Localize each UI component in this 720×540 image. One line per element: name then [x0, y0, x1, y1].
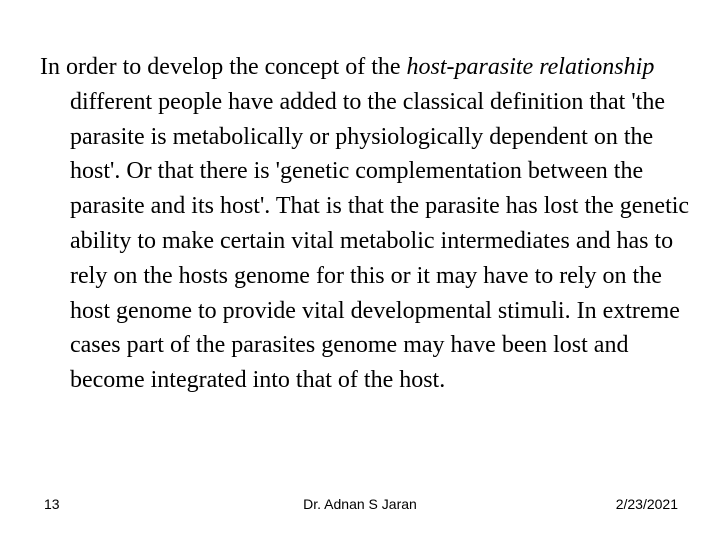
- footer-author: Dr. Adnan S Jaran: [303, 496, 417, 512]
- body-text-intro: In order to develop the concept of the: [40, 54, 407, 80]
- footer-date: 2/23/2021: [615, 496, 678, 512]
- body-text-emphasis: host-parasite relationship: [406, 54, 655, 80]
- body-text-rest: different people have added to the classical definition that 'the parasite is metabolically or physiologically dependent on the host'. Or that there is 'genetic complementation between the parasite and its host'. That is that the parasite has lost the genetic ability to make certain vital metabolic intermediates and has to rely on the hosts genome for this or it may have to rely on the host genome to provide vital developmental stimuli. In extreme cases part of the parasites genome may have been lost and become integrated into that of the host.: [70, 88, 690, 394]
- body-paragraph: [40, 50, 690, 398]
- slide-number: 13: [44, 496, 60, 512]
